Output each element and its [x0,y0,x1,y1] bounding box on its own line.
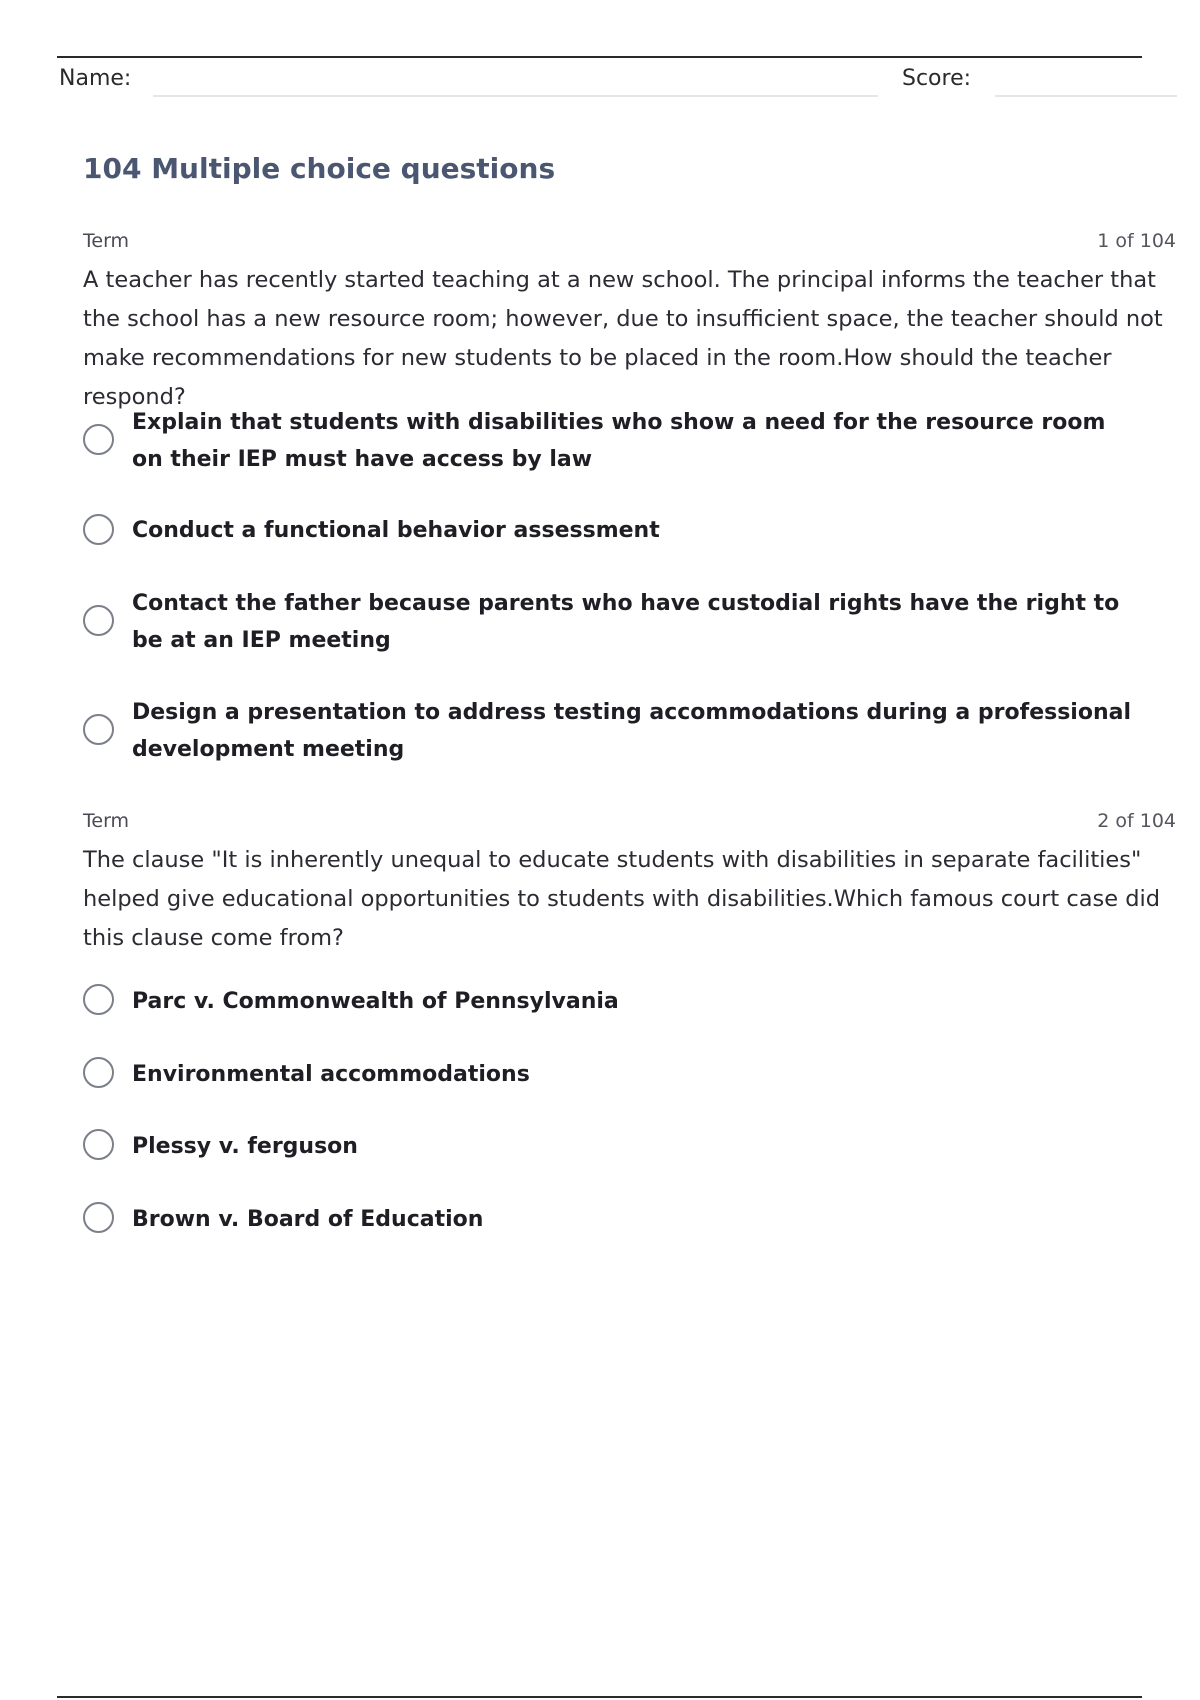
name-field[interactable] [153,95,878,97]
option-text: Conduct a functional behavior assessment [132,518,660,543]
bottom-rule [57,1696,1142,1698]
option-text: Environmental accommodations [132,1062,530,1087]
score-field[interactable] [995,95,1177,97]
term-label: Term [83,230,130,252]
option-text: Brown v. Board of Education [132,1207,484,1232]
option-text: Contact the father because parents who have custodial rights have the right to be at an IEP meeting [132,591,1120,653]
radio-button[interactable] [83,514,114,545]
term-label: Term [83,810,130,832]
option-text: Parc v. Commonwealth of Pennsylvania [132,989,619,1014]
radio-button[interactable] [83,1129,114,1160]
question-text: A teacher has recently started teaching at a new school. The principal informs the teacher that the school has a new resource room; however, due to insufficient space, the teacher should not make recommendations for new students to be placed in the room.How should the teacher respond? [83,267,1163,410]
radio-button[interactable] [83,1202,114,1233]
name-label: Name: [59,66,132,91]
radio-button[interactable] [83,984,114,1015]
question-counter: 1 of 104 [1097,230,1176,252]
option-text: Design a presentation to address testing accommodations during a professional development meeting [132,700,1132,762]
score-label: Score: [902,66,972,91]
option-text: Plessy v. ferguson [132,1134,358,1159]
question-counter: 2 of 104 [1097,810,1176,832]
question-text: The clause "It is inherently unequal to educate students with disabilities in separate facilities" helped give educational opportunities to students with disabilities.Which famous court case did this clause come from? [83,847,1161,951]
top-rule [57,56,1142,58]
radio-button[interactable] [83,424,114,455]
radio-button[interactable] [83,1057,114,1088]
radio-button[interactable] [83,714,114,745]
page-title: 104 Multiple choice questions [83,152,556,185]
option-text: Explain that students with disabilities who show a need for the resource room on their IEP must have access by law [132,410,1106,472]
radio-button[interactable] [83,605,114,636]
